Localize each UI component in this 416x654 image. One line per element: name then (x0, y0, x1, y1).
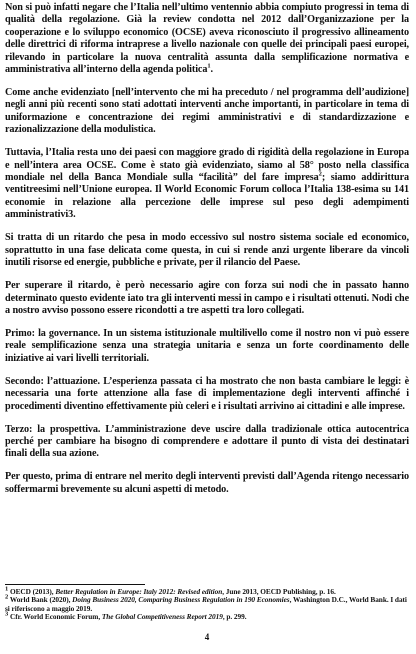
paragraph-text: Tuttavia, l’Italia resta uno dei paesi con maggiore grado di rigidità della regolazione in Europa e nell’intera area OCSE. Come è stato già evidenziato, siamo al 58° posto nella classifica mondiale nel della Banca Mondiale sulla “facilità” del fare impresa (5, 147, 409, 184)
footnote-text: OECD (2013), (8, 587, 56, 596)
document-page (5, 2, 409, 650)
page-number: 4 (204, 632, 210, 642)
paragraph-9 (5, 471, 409, 496)
footnote-title: Better Regulation in Europe: Italy 2012: Revised edition (55, 587, 223, 596)
paragraph-text: Primo: la governance. In un sistema istituzionale multilivello come il nostro non vi può essere reale semplificazione senza una strategia unitaria e senza un forte coordinamento delle iniziative ai vari livelli territoriali. (5, 327, 409, 364)
paragraph-6 (5, 328, 409, 365)
body-text (5, 2, 409, 496)
paragraph-text: Si tratta di un ritardo che pesa in modo eccessivo sul nostro sistema sociale ed economico, soprattutto in una fase delicata come questa, in cui si rende anzi urgente liberare da vincoli inutili risorse ed energie, pubbliche e private, per il rilancio del Paese. (5, 232, 409, 269)
paragraph-tail: ; siamo addirittura ventitreesimi nell’Unione europea. Il World Economic Forum colloca l’Italia 138-esima su 141 economie in relazione alla percezione delle imprese sul peso degli adempimenti amministrativi3. (5, 172, 409, 221)
footnote-separator (5, 584, 145, 585)
footnote-number: 3 (5, 610, 9, 618)
footnote-number: 2 (5, 593, 9, 601)
footnote-ref-1[interactable]: 1 (207, 62, 211, 70)
paragraph-text: Per superare il ritardo, è però necessario agire con forza sui nodi che in passato hanno determinato questo evidente iato tra gli interventi messi in campo e i risultati ottenuti. Nodi che a nostro avviso possono essere ricondotti a tre aspetti tra loro collegati. (5, 280, 409, 316)
paragraph-text: Come anche evidenziato [nell’intervento che mi ha preceduto / nel programma dell’audizione] negli anni più recenti sono stati adottati interventi anche importanti, in particolare in tema di uniformazione e concentrazione dei regimi amministrativi e di standardizzazione e razionalizzazione della modulistica. (5, 87, 409, 136)
paragraph-text: Secondo: l’attuazione. L’esperienza passata ci ha mostrato che non basta cambiare le leggi: è necessaria una forte attenzione alla fase di implementazione degli interventi affinché i procedimenti diventino effettivamente più celeri e i risultati arrivino ai cittadini e alle imprese. (5, 375, 409, 412)
paragraph-7 (5, 376, 409, 413)
footnote-ref-2[interactable]: 2 (318, 170, 322, 178)
paragraph-text: Terzo: la prospettiva. L’amministrazione deve uscire dalla tradizionale ottica autocentrica perché per cambiare ha bisogno di comprendere e adottare il punto di vista dei destinatari finali della sua azione. (5, 423, 409, 460)
footnote-2 (5, 593, 409, 613)
footnote-text: , June 2013, OECD Publishing, p. 16. (222, 587, 336, 596)
footnote-text: , p. 299. (222, 612, 247, 622)
paragraph-2 (5, 87, 409, 137)
footnote-title: The Global Competitiveness Report 2019 (101, 612, 223, 622)
paragraph-4 (5, 232, 409, 269)
footnote-number: 1 (5, 585, 9, 593)
paragraph-text: Per questo, prima di entrare nel merito degli interventi previsti dall’Agenda ritengo necessario soffermarmi brevemente su alcuni aspetti di metodo. (5, 471, 409, 495)
footnote-text: World Bank (2020), (8, 595, 73, 605)
paragraph-tail: . (210, 64, 213, 76)
footnote-3 (5, 610, 409, 622)
paragraph-text: Non si può infatti negare che l’Italia nell’ultimo ventennio abbia compiuto progressi in tema di qualità della regolazione. Già la review condotta nel 2012 dall’Organizzazione per la cooperazione e lo sviluppo economico (OCSE) aveva riconosciuto il progressivo allineamento delle direttrici di riforma intraprese a livello nazionale con quelle dei principali paesi europei, rilevando in particolare la nuova centralità assunta dalla semplificazione normativa e amministrativa all’interno della agenda politica (5, 2, 409, 76)
footnotes (5, 584, 409, 622)
footnote-text: , Washington D.C., World Bank. I dati si riferiscono a maggio 2019. (5, 595, 407, 613)
paragraph-5 (5, 280, 409, 317)
paragraph-1 (5, 2, 409, 76)
footnote-text: Cfr. World Economic Forum, (8, 612, 102, 622)
footnote-title: Doing Business 2020, Comparing Business Regulation in 190 Economies (72, 595, 290, 605)
paragraph-8 (5, 424, 409, 461)
paragraph-3 (5, 147, 409, 221)
